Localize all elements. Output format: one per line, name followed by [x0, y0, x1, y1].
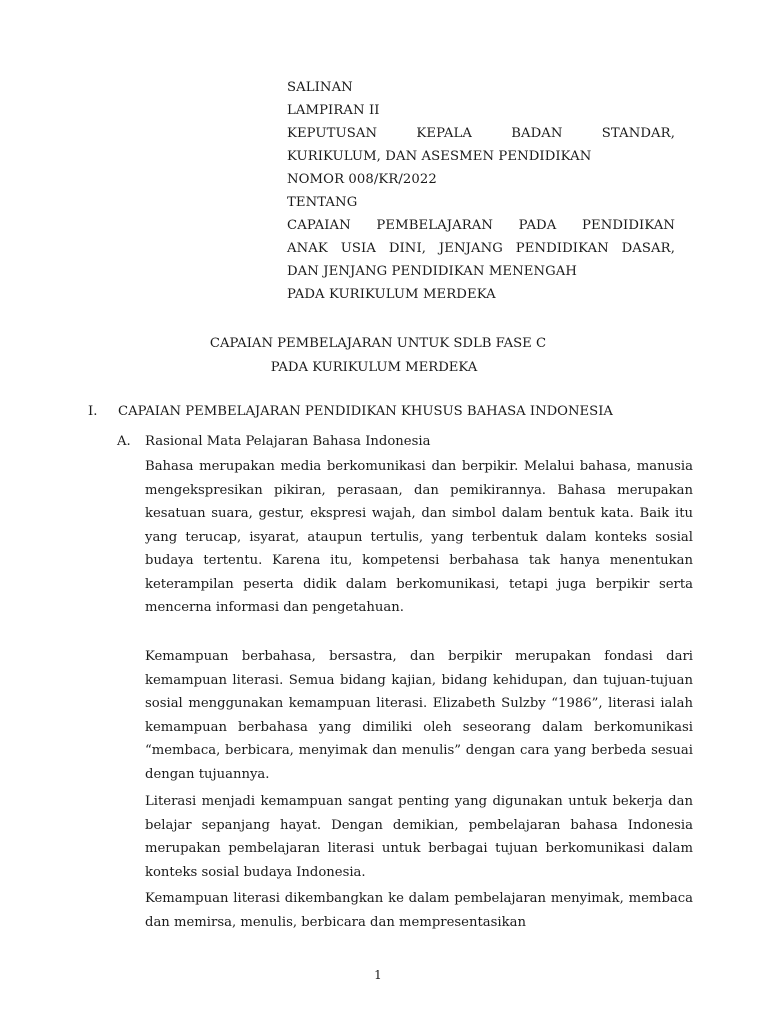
header-line-capaian: CAPAIAN PEMBELAJARAN PADA PENDIDIKAN	[287, 218, 675, 233]
header-line-salinan: SALINAN	[287, 80, 353, 95]
paragraph-3: Literasi menjadi kemampuan sangat penting yang digunakan untuk bekerja dan belajar sepanjang hayat. Dengan demikian, pembelajaran bahasa Indonesia merupakan pembelajaran literasi untuk berbagai tujuan berkomunikasi dalam konteks sosial budaya Indonesia.	[145, 794, 693, 880]
paragraph-4: Kemampuan literasi dikembangkan ke dalam pembelajaran menyimak, membaca dan memirsa, menulis, berbicara dan mempresentasikan	[145, 891, 693, 930]
subsection-heading	[117, 430, 677, 453]
header-line-kurikulum-merdeka: PADA KURIKULUM MERDEKA	[287, 287, 496, 302]
section-heading	[88, 400, 688, 423]
header-line-lampiran: LAMPIRAN II	[287, 103, 380, 118]
header-line-tentang: TENTANG	[287, 195, 358, 210]
section-title: CAPAIAN PEMBELAJARAN PENDIDIKAN KHUSUS BAHASA INDONESIA	[118, 404, 613, 419]
document-header	[287, 76, 675, 306]
paragraph-2: Kemampuan berbahasa, bersastra, dan berpikir merupakan fondasi dari kemampuan literasi. Semua bidang kajian, bidang kehidupan, dan tujuan-tujuan sosial menggunakan kemampuan literasi. Elizabeth Sulzby “1986”, literasi ialah kemampuan berbahasa yang dimiliki oleh seseorang dalam berkomunikasi “membaca, berbicara, menyimak dan menulis” dengan cara yang berbeda sesuai dengan tujuannya.	[145, 649, 693, 782]
page-number: 1	[374, 968, 382, 982]
document-title-line-2: PADA KURIKULUM MERDEKA	[270, 360, 478, 375]
header-line-nomor: NOMOR 008/KR/2022	[287, 172, 437, 187]
header-line-anak-usia-dini: ANAK USIA DINI, JENJANG PENDIDIKAN DASAR,	[287, 241, 675, 256]
subsection-number: A.	[117, 434, 131, 449]
section-number: I.	[88, 404, 98, 419]
paragraph-1: Bahasa merupakan media berkomunikasi dan berpikir. Melalui bahasa, manusia mengekspresikan pikiran, perasaan, dan pemikirannya. Bahasa merupakan kesatuan suara, gestur, ekspresi wajah, dan simbol dalam bentuk kata. Baik itu yang terucap, isyarat, ataupun tertulis, yang terbentuk dalam konteks sosial budaya tertentu. Karena itu, kompetensi berbahasa tak hanya menentukan keterampilan peserta didik dalam berkomunikasi, tetapi juga berpikir serta mencerna informasi dan pengetahuan.	[145, 459, 693, 615]
subsection-title: Rasional Mata Pelajaran Bahasa Indonesia	[145, 434, 431, 449]
header-line-jenjang-menengah: DAN JENJANG PENDIDIKAN MENENGAH	[287, 264, 578, 279]
header-line-keputusan: KEPUTUSAN KEPALA BADAN STANDAR,	[287, 126, 675, 141]
document-title-line-1: CAPAIAN PEMBELAJARAN UNTUK SDLB FASE C	[209, 336, 547, 351]
header-line-kurikulum: KURIKULUM, DAN ASESMEN PENDIDIKAN	[287, 149, 592, 164]
